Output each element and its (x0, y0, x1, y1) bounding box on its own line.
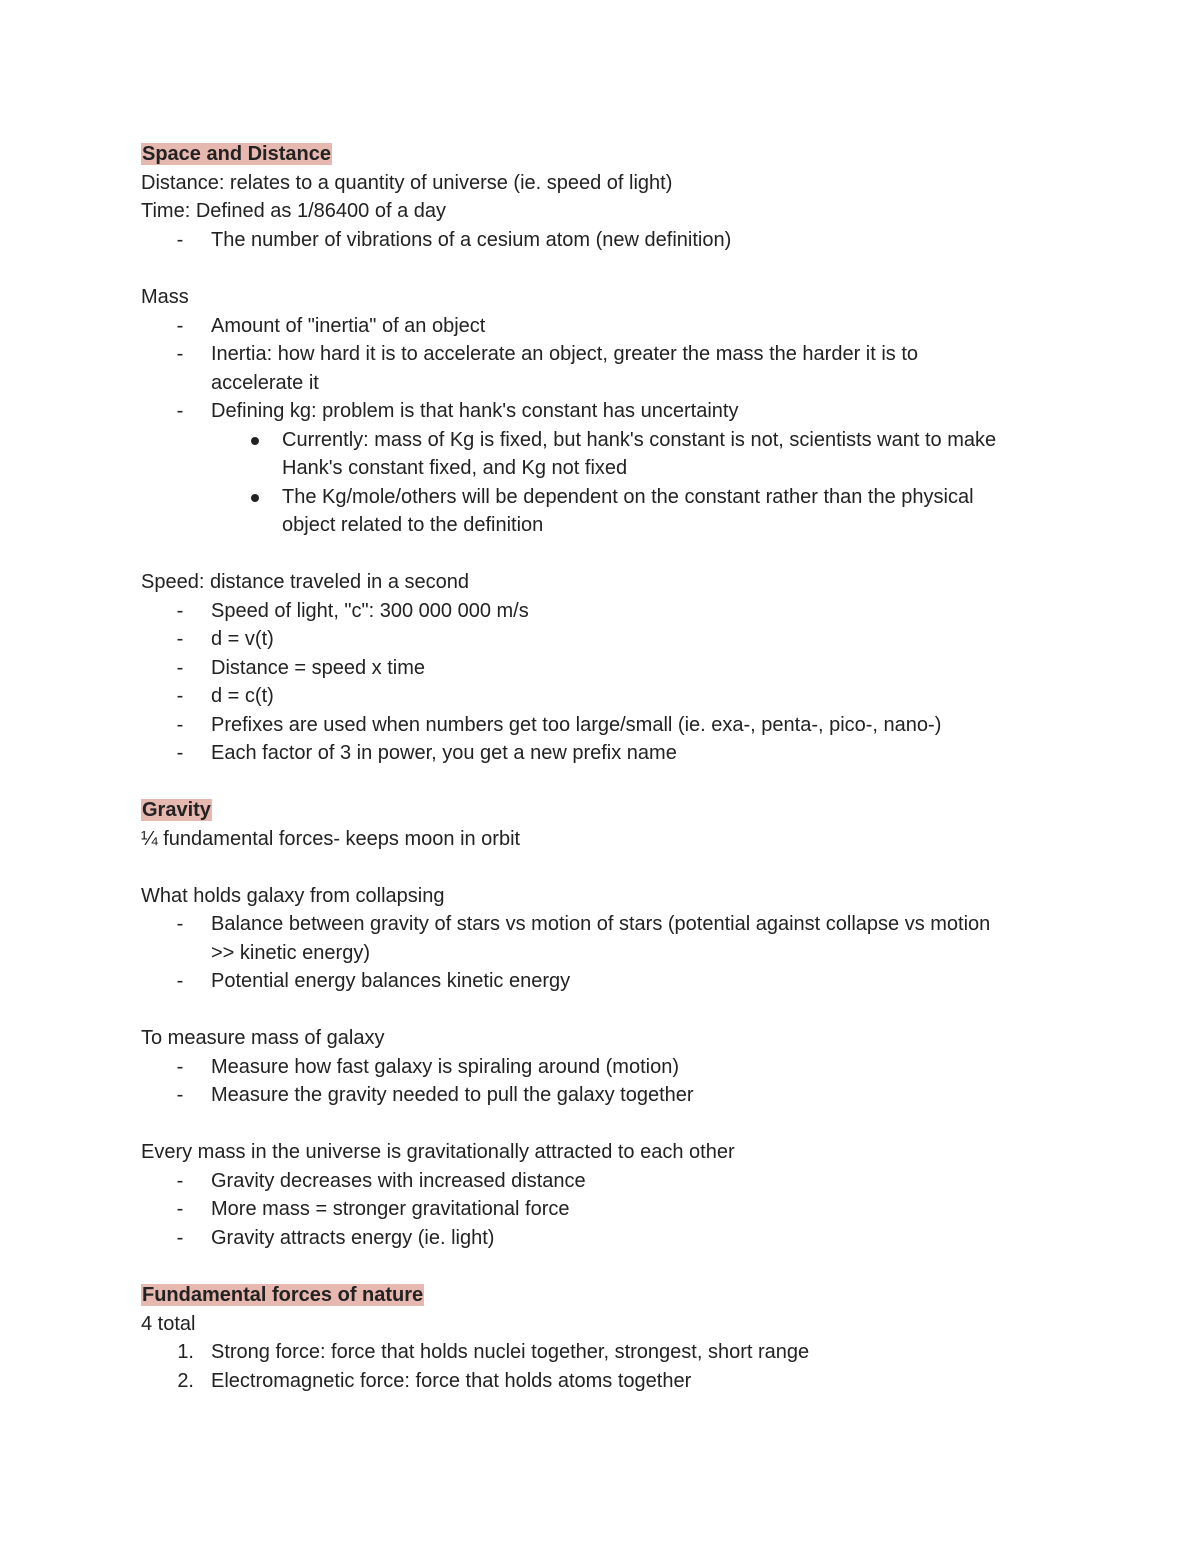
list-item: Measure the gravity needed to pull the galaxy together (211, 1084, 694, 1106)
list-item: Defining kg: problem is that hank's constant has uncertainty (211, 400, 739, 422)
dash-marker: - (176, 685, 184, 707)
list-item: Measure how fast galaxy is spiraling around (motion) (211, 1056, 679, 1078)
every-mass-heading: Every mass in the universe is gravitationally attracted to each other (141, 1141, 735, 1163)
dash-marker: - (176, 1084, 184, 1106)
numbered-list-item: Strong force: force that holds nuclei together, strongest, short range (211, 1341, 810, 1363)
dash-marker: - (176, 1170, 184, 1192)
time-line: Time: Defined as 1/86400 of a day (141, 200, 446, 222)
distance-line: Distance: relates to a quantity of universe (ie. speed of light) (141, 172, 673, 194)
section-heading-fundamental-forces (141, 1281, 424, 1309)
numbered-list-item: Electromagnetic force: force that holds atoms together (211, 1370, 692, 1392)
gravity-intro: ¼ fundamental forces- keeps moon in orbit (141, 828, 521, 850)
sub-list-item-continuation: object related to the definition (282, 514, 544, 536)
dash-marker: - (176, 1227, 184, 1249)
list-item: Balance between gravity of stars vs motion of stars (potential against collapse vs motion (211, 913, 991, 935)
list-item: Gravity attracts energy (ie. light) (211, 1227, 495, 1249)
list-item: Amount of "inertia" of an object (211, 315, 486, 337)
galaxy-heading: What holds galaxy from collapsing (141, 885, 445, 907)
list-item: The number of vibrations of a cesium atom (new definition) (211, 229, 732, 251)
dash-marker: - (176, 400, 184, 422)
mass-heading: Mass (141, 286, 189, 308)
list-item: Speed of light, "c": 300 000 000 m/s (211, 600, 529, 622)
dash-marker: - (176, 628, 184, 650)
section-heading-space-and-distance (141, 140, 332, 168)
sub-list-item: The Kg/mole/others will be dependent on the constant rather than the physical (282, 486, 974, 508)
list-item: d = v(t) (211, 628, 274, 650)
sub-list-item-continuation: Hank's constant fixed, and Kg not fixed (282, 457, 628, 479)
list-item: Distance = speed x time (211, 657, 425, 679)
dash-marker: - (176, 1056, 184, 1078)
dash-marker: - (176, 970, 184, 992)
list-item-continuation: >> kinetic energy) (211, 942, 370, 964)
dash-marker: - (176, 343, 184, 365)
dash-marker: - (176, 742, 184, 764)
section-heading-gravity (141, 796, 212, 824)
measure-heading: To measure mass of galaxy (141, 1027, 385, 1049)
list-item: More mass = stronger gravitational force (211, 1198, 570, 1220)
dash-marker: - (176, 657, 184, 679)
list-item: Potential energy balances kinetic energy (211, 970, 571, 992)
list-item-continuation: accelerate it (211, 372, 319, 394)
list-item: Each factor of 3 in power, you get a new prefix name (211, 742, 677, 764)
list-item: Inertia: how hard it is to accelerate an object, greater the mass the harder it is to (211, 343, 919, 365)
list-number: 2. (177, 1370, 194, 1392)
highlighted-heading: Space and Distance (142, 143, 331, 165)
dash-marker: - (176, 714, 184, 736)
list-item: d = c(t) (211, 685, 274, 707)
highlighted-heading: Fundamental forces of nature (142, 1284, 424, 1306)
bullet-icon (248, 483, 260, 511)
dash-marker: - (176, 913, 184, 935)
forces-total: 4 total (141, 1313, 196, 1335)
list-number: 1. (177, 1341, 194, 1363)
list-item: Gravity decreases with increased distance (211, 1170, 586, 1192)
dash-marker: - (176, 229, 184, 251)
speed-heading: Speed: distance traveled in a second (141, 571, 469, 593)
highlighted-heading: Gravity (142, 799, 211, 821)
bullet-icon (248, 426, 260, 454)
dash-marker: - (176, 600, 184, 622)
dash-marker: - (176, 1198, 184, 1220)
list-item: Prefixes are used when numbers get too large/small (ie. exa-, penta-, pico-, nano-) (211, 714, 942, 736)
sub-list-item: Currently: mass of Kg is fixed, but hank's constant is not, scientists want to make (282, 429, 997, 451)
dash-marker: - (176, 315, 184, 337)
